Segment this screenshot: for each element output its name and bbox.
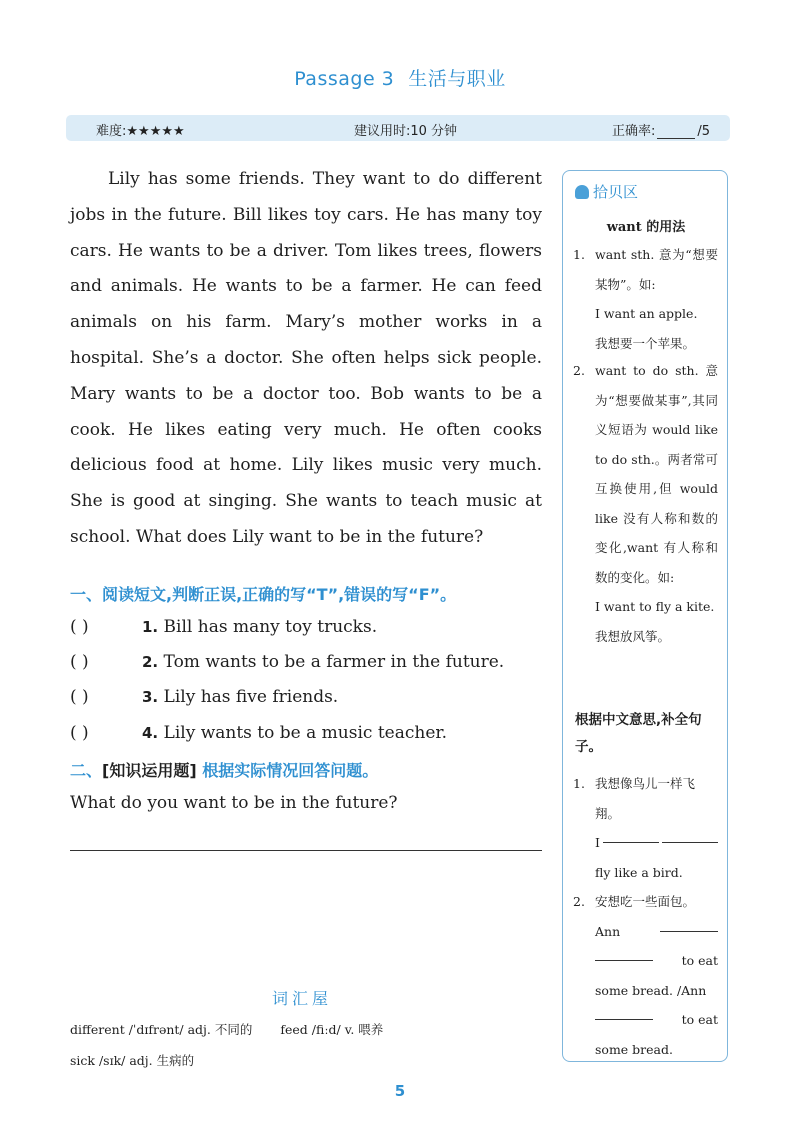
usage-text: want to do sth. 意为“想要做某事”,其同义短语为 would like to do sth.。两者常可互换使用,但 would like 没有人称和数的变化,want 有人称和数的变化。如: bbox=[595, 363, 718, 585]
usage-index: 1. bbox=[573, 247, 585, 262]
answer-paren[interactable]: ( ) bbox=[70, 617, 89, 637]
open-question: What do you want to be in the future? bbox=[70, 793, 398, 813]
exercise-prompt: 我想像鸟儿一样飞翔。 bbox=[595, 776, 696, 821]
section2-title: 根据实际情况回答问题。 bbox=[196, 761, 379, 780]
exercise-heading: 根据中文意思,补全句子。 bbox=[575, 712, 702, 755]
question-2 bbox=[70, 652, 504, 672]
accuracy-label bbox=[612, 120, 710, 139]
vocab-title: 词汇屋 bbox=[272, 989, 333, 1008]
passage-topic: 生活与职业 bbox=[408, 68, 506, 90]
usage-item-2 bbox=[573, 356, 718, 651]
question-text: Bill has many toy trucks. bbox=[158, 617, 378, 637]
page-number: 5 bbox=[394, 1082, 406, 1100]
vocab-sick: sick /sɪk/ adj. 生病的 bbox=[70, 1053, 195, 1068]
accuracy-suffix: /5 bbox=[697, 124, 711, 139]
question-4 bbox=[70, 723, 447, 743]
fill-blank[interactable] bbox=[595, 946, 653, 961]
vocab-feed: feed /fiːd/ v. 喂养 bbox=[280, 1022, 384, 1037]
shell-icon bbox=[575, 185, 589, 199]
exercise-tail: some bread. bbox=[595, 1041, 673, 1057]
sidebar-subtitle: want 的用法 bbox=[606, 220, 686, 235]
answer-paren[interactable]: ( ) bbox=[70, 687, 89, 707]
tips-sidebar bbox=[562, 170, 728, 1062]
info-bar bbox=[66, 115, 730, 141]
answer-paren[interactable]: ( ) bbox=[70, 723, 89, 743]
accuracy-prefix: 正确率: bbox=[612, 124, 656, 139]
vocab-line-1 bbox=[70, 1020, 383, 1038]
section1-heading: 一、阅读短文,判断正误,正确的写“T”,错误的写“F”。 bbox=[70, 585, 457, 604]
usage-example-en: I want to fly a kite. bbox=[595, 599, 715, 614]
sidebar-title bbox=[575, 181, 638, 202]
exercise-1-blanks bbox=[595, 828, 718, 858]
usage-example-en: I want an apple. bbox=[595, 306, 698, 321]
exercise-2-row-1 bbox=[595, 917, 718, 947]
knowledge-tag: [知识运用题] bbox=[102, 761, 197, 780]
answer-line[interactable] bbox=[70, 850, 542, 851]
page-title bbox=[0, 64, 800, 91]
usage-index: 2. bbox=[573, 363, 585, 378]
fill-blank[interactable] bbox=[660, 917, 718, 932]
question-3 bbox=[70, 687, 338, 707]
question-1 bbox=[70, 617, 377, 637]
section2-prefix: 二、 bbox=[70, 761, 103, 780]
fill-blank[interactable] bbox=[603, 828, 659, 843]
vocab-different: different /ˈdɪfrənt/ adj. 不同的 bbox=[70, 1022, 253, 1037]
question-text: Lily wants to be a music teacher. bbox=[158, 723, 448, 743]
exercise-2-row-4 bbox=[595, 1005, 718, 1035]
blank-lead: Ann bbox=[595, 923, 621, 939]
exercise-mid-text: some bread. /Ann bbox=[595, 982, 707, 998]
exercise-index: 2. bbox=[573, 894, 585, 909]
exercise-prompt: 安想吃一些面包。 bbox=[595, 894, 696, 909]
exercise-index: 1. bbox=[573, 776, 585, 791]
to-eat-text: to eat bbox=[681, 953, 718, 968]
sidebar-title-text: 拾贝区 bbox=[593, 183, 639, 201]
fill-blank[interactable] bbox=[662, 828, 718, 843]
question-text: Tom wants to be a farmer in the future. bbox=[158, 652, 505, 672]
usage-item-1 bbox=[573, 240, 718, 358]
passage-label: Passage 3 bbox=[294, 68, 395, 90]
exercise-2-row-2 bbox=[595, 946, 718, 976]
exercise-tail: fly like a bird. bbox=[595, 864, 683, 880]
exercise-1 bbox=[573, 769, 718, 887]
usage-text: want sth. 意为“想要某物”。如: bbox=[595, 247, 718, 292]
suggested-time-label: 建议用时:10 分钟 bbox=[354, 124, 458, 139]
question-number: 3. bbox=[142, 688, 159, 706]
fill-blank[interactable] bbox=[595, 1005, 653, 1020]
answer-paren[interactable]: ( ) bbox=[70, 652, 89, 672]
section2-heading bbox=[70, 758, 378, 781]
to-eat-text: to eat bbox=[681, 1012, 718, 1027]
reading-passage bbox=[70, 162, 542, 556]
usage-example-zh: 我想放风筝。 bbox=[595, 628, 671, 644]
question-number: 1. bbox=[142, 618, 159, 636]
difficulty-label: 难度:★★★★★ bbox=[96, 124, 185, 139]
passage-text: Lily has some friends. They want to do different jobs in the future. Bill likes toy cars. He has many toy cars. He wants to be a driver. Tom likes trees, flowers and animals. He wants to be a farmer. He can feed animals on his farm. Mary’s mother works in a hospital. She’s a doctor. She often helps sick people. Mary wants to be a doctor too. Bob wants to be a cook. He likes eating very much. He often cooks delicious food at home. Lily likes music very much. She is good at singing. She wants to teach music at school. What does Lily want to be in the future? bbox=[70, 169, 542, 547]
usage-example-zh: 我想要一个苹果。 bbox=[595, 335, 696, 351]
blank-lead: I bbox=[595, 835, 600, 850]
question-number: 2. bbox=[142, 653, 159, 671]
accuracy-blank[interactable] bbox=[657, 126, 695, 139]
question-number: 4. bbox=[142, 724, 159, 742]
question-text: Lily has five friends. bbox=[158, 687, 339, 707]
exercise-2 bbox=[573, 887, 718, 1064]
